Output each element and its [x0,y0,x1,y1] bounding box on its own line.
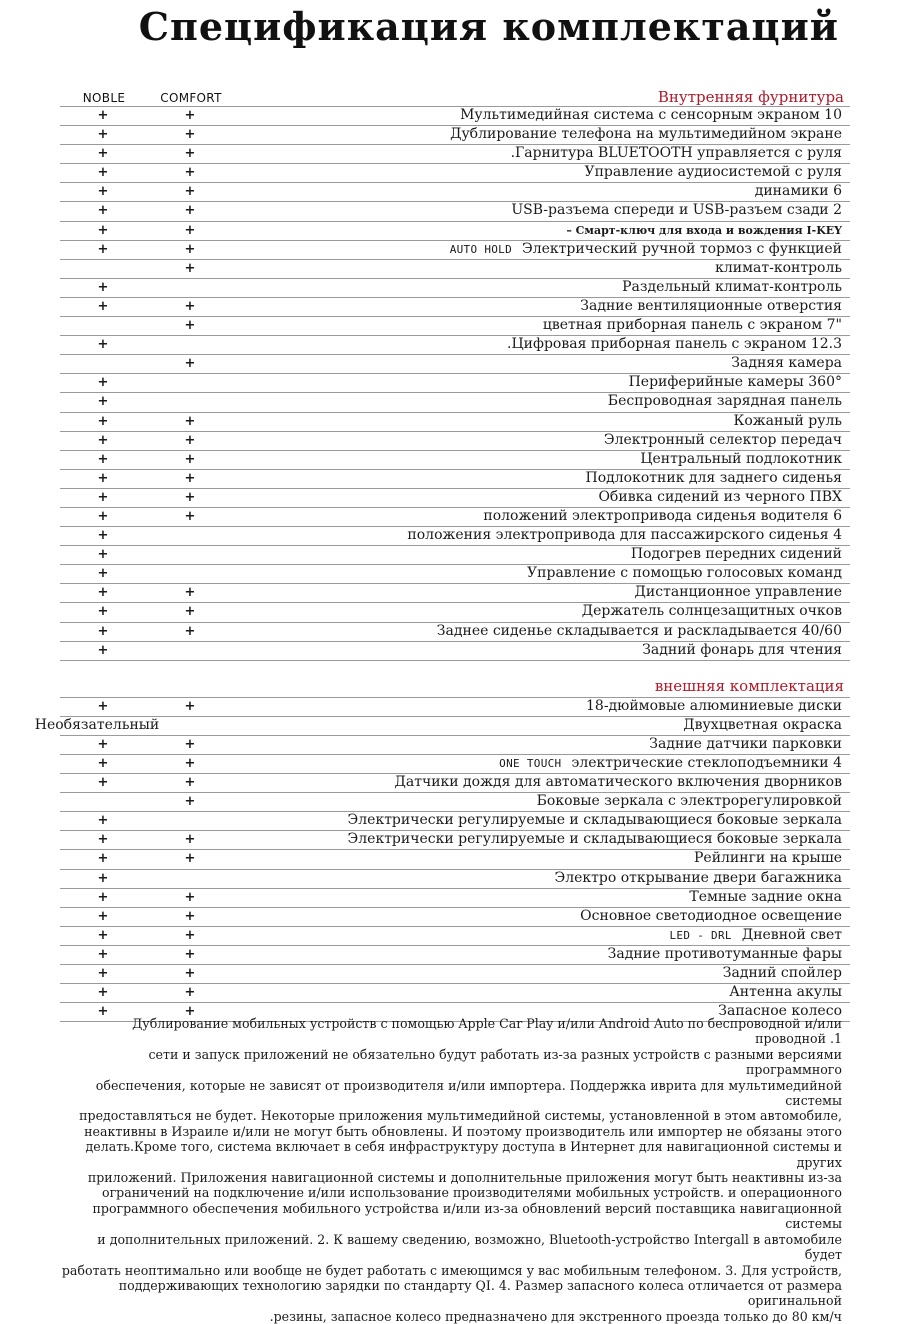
table-row [60,946,850,965]
noble-mark: + [97,756,109,771]
table-row [60,850,850,869]
noble-mark: + [97,146,109,162]
feature-label [527,565,842,582]
comfort-mark: + [184,470,196,486]
feature-label [723,965,842,982]
noble-mark: + [97,985,109,1001]
table-row [60,374,850,393]
noble-mark: + [97,585,109,601]
feature-label [715,260,842,277]
noble-mark: + [97,946,109,962]
noble-mark: + [97,508,109,524]
noble-mark: + [97,604,109,620]
feature-label [729,984,842,1001]
noble-mark: + [97,736,109,752]
comfort-mark: + [184,184,196,200]
feature-text: Двухцветная окраска [683,716,842,733]
feature-label [511,202,842,219]
feature-label [348,831,842,848]
exterior-rows [34,697,850,1023]
feature-text: Мультимедийная система с сенсорным экраном 10 [460,107,842,123]
feature-label [670,927,843,944]
table-row [60,413,850,432]
table-row [60,527,850,546]
feature-text: Периферийные камеры 360° [628,374,842,391]
noble-mark: + [97,489,109,505]
comfort-mark: + [184,298,196,314]
table-row [60,812,850,831]
section-title-exterior: внешняя комплектация [654,676,844,695]
table-row [60,508,850,527]
comfort-mark: + [184,585,196,601]
table-row [60,603,850,622]
table-header [60,88,850,106]
feature-text: Электронный селектор передач [603,431,842,448]
feature-text: Беспроводная зарядная панель [607,393,842,410]
noble-mark: + [97,870,109,886]
feature-text: Задние датчики парковки [649,735,842,752]
noble-mark: + [97,279,109,295]
noble-mark: + [97,813,109,829]
noble-mark: + [97,908,109,924]
footnote-line: .резины, запасное колесо предназначено для экстренного проезда только до 80 км/ч [269,1308,842,1324]
feature-label [584,164,842,181]
noble-mark: + [97,337,109,353]
feature-label [586,470,842,487]
feature-text: Рейлинги на крыше [694,850,842,867]
noble-mark: + [97,470,109,486]
exterior-header [60,661,850,697]
comfort-mark: + [184,736,196,752]
comfort-mark: + [184,832,196,848]
feature-text: Дублирование телефона на мультимедийном экране [450,126,842,143]
noble-mark: + [97,108,109,123]
table-row [60,755,850,774]
feature-label [631,546,842,563]
table-row [60,298,850,317]
noble-mark: + [97,394,109,410]
feature-text: Дневной свет [741,926,842,943]
table-row [60,736,850,755]
feature-text: Обивка сидений из черного ПВХ [598,488,842,505]
feature-label [635,584,842,601]
feature-text: Задний спойлер [722,965,842,982]
comfort-mark: + [184,165,196,181]
feature-label [586,698,842,715]
comfort-mark: + [184,851,196,867]
comfort-mark: + [184,127,196,143]
feature-text: – Смарт-ключ для входа и вождения I-KEY [566,223,842,237]
comfort-mark: + [184,908,196,924]
table-row [60,355,850,374]
table-row [60,697,850,717]
feature-label [640,451,842,468]
comfort-mark: + [184,927,196,943]
feature-text: динамики 6 [754,183,842,200]
feature-text: 18-дюймовые алюминиевые диски [586,697,842,714]
noble-mark: + [97,832,109,848]
feature-text: цветная приборная панель с экраном 7" [542,317,842,334]
comfort-mark: + [184,775,196,791]
footnote-line: приложений. Приложения навигационной системы и дополнительные приложения могут быть неактивны из-за [87,1170,842,1186]
noble-mark: + [97,775,109,791]
noble-mark: + [97,566,109,582]
footnote [60,1016,842,1324]
feature-label [407,527,842,544]
feature-label [450,126,842,143]
table-row [60,336,850,355]
section-title-interior: Внутренняя фурнитура [657,88,844,106]
table-row [60,889,850,908]
feature-text: Электро открывание двери багажника [554,869,842,886]
table-row [60,393,850,412]
feature-text: Основное светодиодное освещение [580,907,842,924]
table-row [60,279,850,298]
noble-mark: + [97,698,109,714]
feature-label [460,107,842,124]
footnote-line: обеспечения, которые не зависят от производителя и/или импортера. Поддержка иврита для мультимедийной системы [95,1077,842,1109]
noble-mark: + [97,623,109,639]
table-row [60,432,850,451]
feature-label [580,908,842,925]
table-row [60,642,850,661]
feature-text: Запасное колесо [718,1003,842,1020]
feature-text: Боковые зеркала с электрорегулировкой [536,793,842,810]
noble-mark: + [97,298,109,314]
feature-text: Датчики дождя для автоматического включения дворников [394,774,842,791]
interior-rows [60,106,850,661]
feature-label [566,222,842,239]
table-row [60,908,850,927]
table-row [60,164,850,183]
footnote-line: ограничений на подключение и/или использование производителями мобильных устройств. и операционного [101,1185,842,1201]
comfort-mark: + [184,966,196,982]
feature-label [731,355,842,372]
feature-label [580,298,842,315]
noble-mark: + [97,375,109,391]
feature-text: .Гарнитура BLUETOOTH управляется с руля [510,145,842,162]
feature-label [507,336,842,353]
feature-text: Раздельный климат-контроль [622,278,842,295]
column-comfort: COMFORT [160,91,222,105]
comfort-mark: + [184,318,196,334]
feature-text: Задний фонарь для чтения [642,641,842,658]
table-row [60,241,850,260]
feature-text: Антенна акулы [729,984,842,1001]
feature-label [598,489,842,506]
table-row [60,831,850,850]
table-row [60,793,850,812]
table-row [34,716,850,736]
feature-label [511,145,842,162]
feature-text: Держатель солнцезащитных очков [581,603,842,620]
optional-mark: Необязательный [34,716,160,733]
feature-label [608,393,842,410]
feature-label [689,889,842,906]
feature-label [537,793,842,810]
comfort-mark: + [184,489,196,505]
comfort-mark: + [184,985,196,1001]
table-row [60,106,850,126]
feature-label [642,642,842,659]
comfort-mark: + [184,203,196,219]
feature-text: USB-разъема спереди и USB-разъем сзади 2 [511,202,842,219]
comfort-mark: + [184,698,196,714]
feature-tag: AUTO HOLD [449,242,513,256]
feature-label [543,317,842,334]
comfort-mark: + [184,889,196,905]
feature-text: электрические стеклоподъемники 4 [571,755,842,771]
feature-tag: LED - DRL [669,928,732,942]
feature-label [394,774,842,791]
table-row [60,565,850,584]
feature-text: положения электропривода для пассажирского сиденья 4 [407,527,842,544]
feature-text: Задние вентиляционные отверстия [580,297,842,314]
noble-mark: + [97,642,109,658]
footnote-line: программного обеспечения мобильного устройства и/или из-за обновлений версий поставщика навигационной системы [92,1200,842,1232]
comfort-mark: + [184,413,196,429]
table-row [60,317,850,336]
feature-text: Центральный подлокотник [640,450,842,467]
feature-label [649,736,842,753]
noble-mark: + [97,927,109,943]
feature-text: Задняя камера [731,355,842,372]
comfort-mark: + [184,508,196,524]
comfort-mark: + [184,146,196,162]
footnote-line: и дополнительных приложений. 2. К вашему сведению, возможно, Bluetooth-устройство Intergall в автомобиле будет [97,1231,842,1263]
table-row [60,126,850,145]
feature-label [734,413,842,430]
column-noble: NOBLE [82,91,126,105]
feature-text: Управление аудиосистемой с руля [584,164,842,181]
feature-label [483,508,842,525]
feature-label [604,432,842,449]
feature-tag: ONE TOUCH [499,757,562,770]
noble-mark: + [97,165,109,181]
noble-mark: + [97,547,109,563]
comfort-mark: + [184,451,196,467]
comfort-mark: + [184,108,196,123]
table-row [60,965,850,984]
feature-text: Управление с помощью голосовых команд [527,565,842,582]
footnote-line: предоставляться не будет. Некоторые приложения мультимедийной системы, установленной в этом автомобиле, [79,1108,842,1124]
table-row [60,470,850,489]
noble-mark: + [97,413,109,429]
comfort-mark: + [184,604,196,620]
footnote-line: сети и запуск приложений не обязательно будут работать из-за разных устройств с разными версиями программного [148,1046,842,1078]
footnote-line: поддерживающих технологию зарядки по стандарту QI. 4. Размер запасного колеса отличается от размера оригинальной [118,1277,842,1309]
feature-text: Задние противотуманные фары [607,945,842,962]
feature-text: положений электропривода сиденья водителя 6 [483,507,842,524]
feature-text: Электрически регулируемые и складывающиеся боковые зеркала [347,831,842,848]
comfort-mark: + [184,241,196,257]
feature-label [755,183,842,200]
noble-mark: + [97,241,109,257]
feature-label [499,755,842,772]
noble-mark: + [97,966,109,982]
noble-mark: + [97,451,109,467]
noble-mark: + [97,432,109,448]
feature-text: Подогрев передних сидений [630,546,842,563]
feature-label [348,812,842,829]
table-row [60,202,850,221]
feature-text: .Цифровая приборная панель с экраном 12.3 [507,336,842,353]
noble-mark: + [97,127,109,143]
footnote-line: неактивны в Израиле и/или не могут быть обновлены. И поэтому производитель или импортер не обязаны этого [84,1123,842,1139]
noble-mark: + [97,1004,109,1020]
table-row [60,623,850,642]
comfort-mark: + [184,623,196,639]
feature-label [694,850,842,867]
table-row [60,546,850,565]
comfort-mark: + [184,356,196,372]
noble-mark: + [97,203,109,219]
feature-text: климат-контроль [715,259,842,276]
table-row [60,870,850,889]
feature-text: Подлокотник для заднего сиденья [585,469,842,486]
table-row [60,489,850,508]
feature-text: Электрический ручной тормоз с функцией [522,240,842,257]
feature-text: Электрически регулируемые и складывающиеся боковые зеркала [347,812,842,829]
page-title: Спецификация комплектаций [138,4,839,49]
table-row [60,145,850,164]
noble-mark: + [97,851,109,867]
table-row [60,183,850,202]
noble-mark: + [97,889,109,905]
feature-text: Заднее сиденье складывается и раскладывается 40/60 [436,622,842,639]
noble-mark: + [97,222,109,238]
feature-text: Кожаный руль [733,412,842,429]
table-row [60,774,850,793]
comfort-mark: + [184,222,196,238]
table-row [60,927,850,946]
table-row [60,584,850,603]
comfort-mark: + [184,794,196,810]
table-row [60,260,850,279]
comfort-mark: + [184,946,196,962]
feature-label [582,603,842,620]
table-row [60,222,850,241]
feature-label [683,717,842,734]
feature-label [554,870,842,887]
comfort-mark: + [184,1004,196,1020]
comfort-mark: + [184,756,196,771]
noble-mark: + [97,184,109,200]
footnote-line: Дублирование мобильных устройств с помощью Apple Car Play и/или Android Auto по беспроводной и/или проводной .1 [132,1016,842,1047]
comfort-mark: + [184,260,196,276]
feature-text: Дистанционное управление [634,584,842,601]
spec-table [34,88,850,1022]
table-row [60,984,850,1003]
noble-mark: + [97,528,109,544]
footnote-line: делать.Кроме того, система включает в себя инфраструктуру доступа в Интернет для навигационной системы и других [85,1139,842,1170]
comfort-mark: + [184,432,196,448]
feature-label [437,623,842,640]
feature-label [622,279,842,296]
feature-label [629,374,842,391]
feature-label [608,946,842,963]
table-row [60,451,850,470]
feature-label [450,241,842,258]
feature-text: Темные задние окна [689,888,842,905]
footnote-line: работать неоптимально или вообще не будет работать с имеющимся у вас мобильным телефоном. 3. Для устройств, [61,1262,842,1278]
